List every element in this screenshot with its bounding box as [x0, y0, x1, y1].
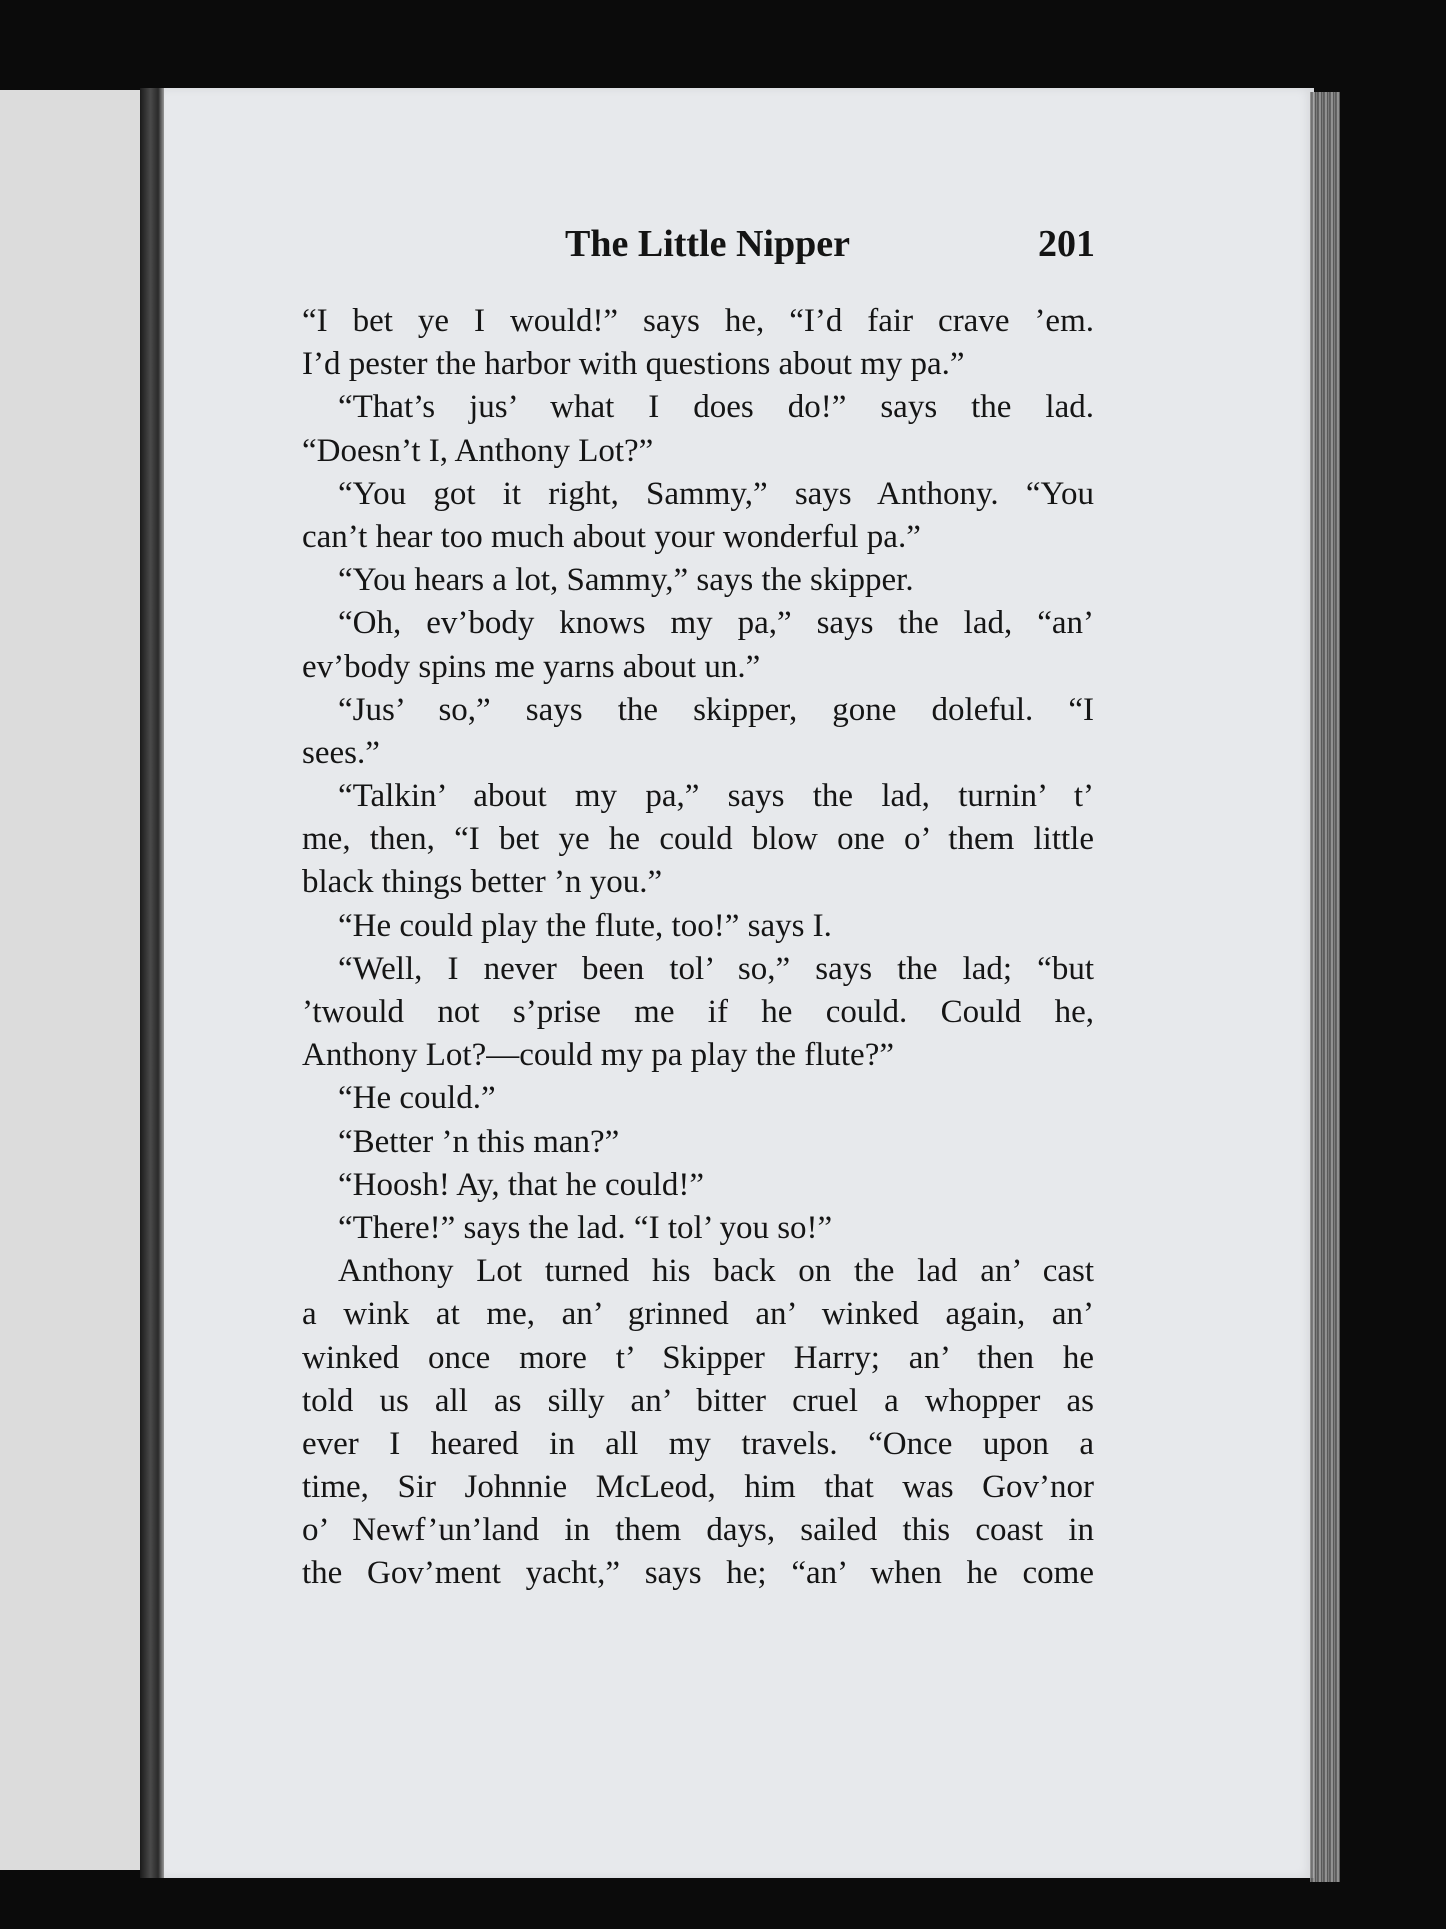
text-line: ev’body spins me yarns about un.”	[302, 648, 761, 685]
page-number: 201	[1038, 223, 1095, 265]
text-line: “You got it right, Sammy,” says Anthony. “You	[338, 475, 1094, 512]
text-line: ever I heared in all my travels. “Once upon a	[302, 1425, 1094, 1462]
text-line: told us all as silly an’ bitter cruel a whopper as	[302, 1382, 1094, 1419]
text-line: “Well, I never been tol’ so,” says the lad; “but	[338, 950, 1094, 987]
text-line: “I bet ye I would!” says he, “I’d fair crave ’em.	[302, 303, 1094, 339]
text-line: “There!” says the lad. “I tol’ you so!”	[338, 1209, 833, 1246]
text-line: sees.”	[302, 734, 380, 771]
text-line: “He could play the flute, too!” says I.	[338, 907, 832, 944]
page-stack-edge	[1310, 92, 1340, 1882]
text-line: black things better ’n you.”	[302, 864, 663, 901]
chapter-title: The Little Nipper	[565, 223, 850, 265]
text-line: “That’s jus’ what I does do!” says the lad.	[338, 389, 1094, 426]
text-line: me, then, “I bet ye he could blow one o’ them little	[302, 821, 1094, 858]
text-line: a wink at me, an’ grinned an’ winked again, an’	[302, 1296, 1094, 1333]
text-line: I’d pester the harbor with questions about my pa.”	[302, 346, 965, 383]
body-text	[302, 300, 1094, 1596]
text-line: ’twould not s’prise me if he could. Could he,	[302, 994, 1094, 1030]
text-line: winked once more t’ Skipper Harry; an’ then he	[302, 1339, 1094, 1376]
running-head	[300, 222, 1095, 282]
text-line: “He could.”	[338, 1080, 496, 1117]
text-line: can’t hear too much about your wonderful pa.”	[302, 518, 921, 555]
book-gutter	[140, 88, 166, 1878]
text-line: time, Sir Johnnie McLeod, him that was Gov’nor	[302, 1469, 1094, 1506]
text-line: o’ Newf’un’land in them days, sailed this coast in	[302, 1512, 1094, 1549]
text-line: “Oh, ev’body knows my pa,” says the lad, “an’	[338, 605, 1094, 642]
text-line: the Gov’ment yacht,” says he; “an’ when he come	[302, 1555, 1094, 1592]
text-line: “You hears a lot, Sammy,” says the skipper.	[338, 562, 914, 599]
adjacent-page-edge	[0, 90, 146, 1870]
text-line: “Doesn’t I, Anthony Lot?”	[302, 432, 654, 469]
text-line: “Jus’ so,” says the skipper, gone doleful. “I	[338, 691, 1094, 728]
text-line: Anthony Lot turned his back on the lad an’ cast	[338, 1253, 1094, 1290]
text-line: “Talkin’ about my pa,” says the lad, turnin’ t’	[338, 778, 1094, 815]
text-line: “Hoosh! Ay, that he could!”	[338, 1166, 704, 1203]
text-line: Anthony Lot?—could my pa play the flute?”	[302, 1037, 895, 1074]
text-line: “Better ’n this man?”	[338, 1123, 620, 1160]
